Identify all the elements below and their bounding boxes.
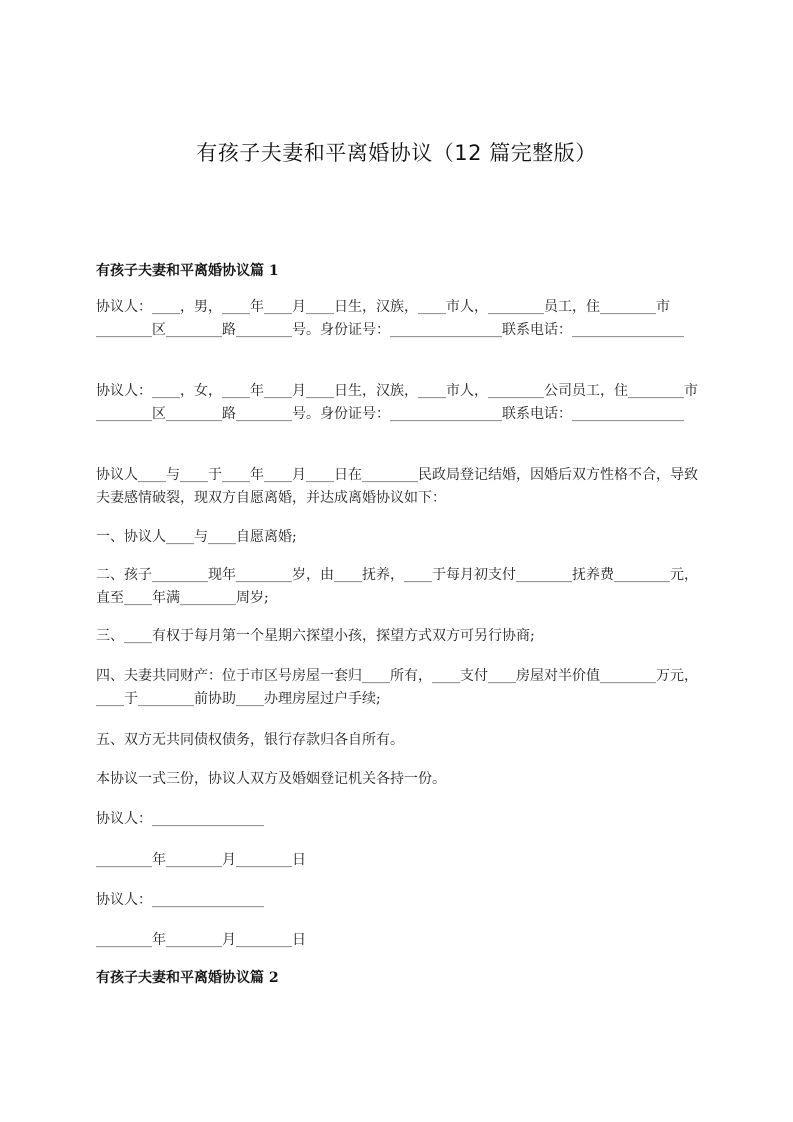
date-2-line: ________年________月________日: [96, 932, 306, 948]
marriage-statement-paragraph: 协议人____与____于____年____月____日在________民政局登记结婚，因婚后双方性格不合，导致夫妻感情破裂，现双方自愿离婚，并达成离婚协议如下：: [96, 467, 698, 506]
section-heading-2: 有孩子夫妻和平离婚协议篇 2: [96, 970, 279, 986]
clause-2: 二、孩子________现年________岁，由____抚养，____于每月初支付________抚养费________元，直至____年满________周岁;: [96, 567, 698, 606]
document-title: 有孩子夫妻和平离婚协议（12 篇完整版）: [196, 141, 597, 165]
clause-5: 五、双方无共同债权债务，银行存款归各自所有。: [96, 732, 404, 748]
section-heading-1: 有孩子夫妻和平离婚协议篇 1: [96, 263, 279, 279]
copies-statement: 本协议一式三份，协议人双方及婚姻登记机关各持一份。: [96, 771, 446, 787]
date-1-line: ________年________月________日: [96, 852, 306, 868]
signer-1-line: 协议人：________________: [96, 811, 264, 827]
clause-4: 四、夫妻共同财产：位于市区号房屋一套归____所有，____支付____房屋对半价值________万元，____于________前协助____办理房屋过户手续;: [96, 668, 698, 707]
party-female-paragraph: 协议人：____，女，____年____月____日生，汉族，____市人，________公司员工，住________市________区________路________号。身份证号：________________联系电话：________________: [96, 383, 698, 422]
party-male-paragraph: 协议人：____，男，____年____月____日生，汉族，____市人，________员工，住________市________区________路________号。身份证号：________________联系电话：________________: [96, 299, 684, 338]
clause-1: 一、协议人____与____自愿离婚;: [96, 529, 297, 545]
clause-3: 三、____有权于每月第一个星期六探望小孩，探望方式双方可另行协商;: [96, 628, 535, 644]
signer-2-line: 协议人：________________: [96, 892, 264, 908]
